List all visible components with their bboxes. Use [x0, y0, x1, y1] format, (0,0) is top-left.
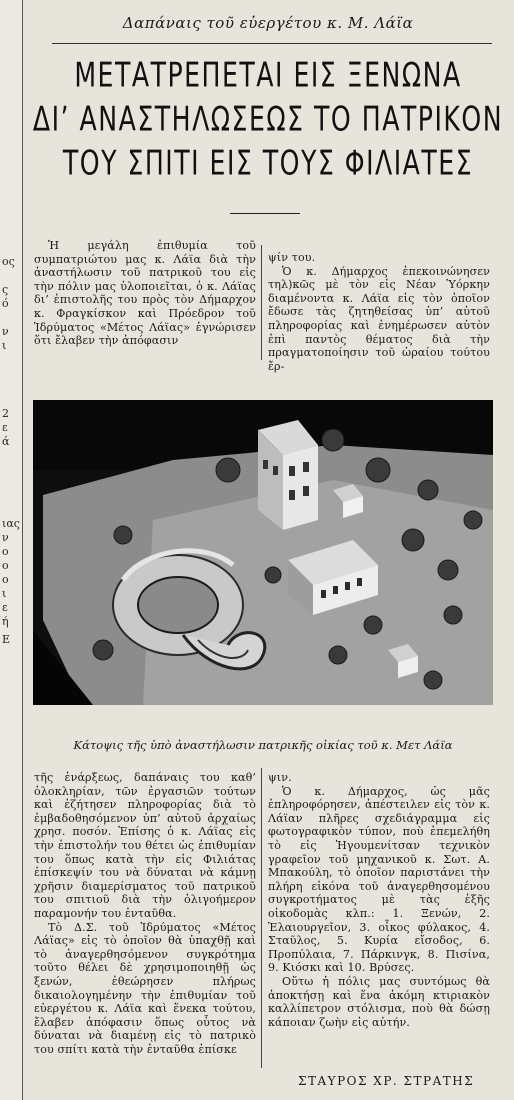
neighbor-fragment: ό — [2, 297, 9, 310]
article-paragraph: Τὸ Δ.Σ. τοῦ Ἱδρύματος «Μέτος Λάϊας» εἰς τὸ ὁποῖον θὰ ὑπαχθῇ καὶ τὸ ἀναγερθησόμενον συγκρότημα τοῦτο θέλει δὲ χρησιμοποιηθῇ ὡς ξενών, ἐθεώρησεν πλήρως δικαιολογημένην τὴν ἐπιθυμίαν τοῦ εὐεργέτου κ. Λάϊα καὶ ἕνεκα τούτου, ἔλαβεν ἀπόφασιν ὅπως οὗτος νὰ δύναται νὰ διαμένῃ εἰς τὸ πατρικὸ του σπίτι κατὰ τὴν ἐνταῦθα ἐπίσκε — [34, 920, 256, 1056]
article-paragraph: Οὕτω ἡ πόλις μας συντόμως θὰ ἀποκτήσῃ καὶ ἕνα ἀκόμη κτιριακὸν καλλίπετρον στόλισμα, ποὺ θὰ δώσῃ κάποιαν ζωὴν εἰς αὐτήν. — [268, 974, 490, 1029]
neighbor-fragment: 2 — [2, 407, 9, 420]
article-paragraph: ψιν. — [268, 771, 292, 784]
site-plan-photo — [33, 400, 493, 705]
headline-line-1: ΜΕΤΑΤΡΕΠΕΤΑΙ ΕΙΣ ΞΕΝΩΝΑ — [74, 55, 462, 96]
neighbor-fragment: ι — [2, 587, 7, 600]
article-column-4 — [268, 771, 490, 1029]
neighbor-fragment: ν — [2, 325, 9, 338]
neighbor-fragment: ο — [2, 573, 9, 586]
byline: ΣΤΑΥΡΟΣ ΧΡ. ΣΤΡΑΤΗΣ — [298, 1074, 475, 1088]
neighbor-fragment: ε — [2, 601, 8, 614]
neighbor-fragment: ο — [2, 545, 9, 558]
neighbor-fragment: ε — [2, 421, 8, 434]
article-paragraph: Ἡ μεγάλη ἐπιθυμία τοῦ συμπατριώτου μας κ. Λάϊα διὰ τὴν ἀναστήλωσιν τοῦ πατρικοῦ του εἰς τὴν πόλιν μας ὑλοποιεῖται, ὁ κ. Λάϊας δι’ ἐπιστολῆς του πρὸς τὸν Δήμαρχον κ. Φραγκίσκον καὶ Πρόεδρον τοῦ Ἱδρύματος «Μέτος Λάϊας» ἐγνώρισεν ὅτι ἔλαβεν τὴν ἀπόφασιν — [34, 239, 256, 348]
neighbor-fragment: ς — [2, 283, 9, 296]
neighbor-fragment: ι — [2, 339, 7, 352]
article-paragraph: ψίν του. — [268, 251, 316, 264]
neighbor-fragment: ν — [2, 531, 9, 544]
headline-rule — [230, 213, 300, 214]
headline-line-2: ΔΙ’ ΑΝΑΣΤΗΛΩΣΕΩΣ ΤΟ ΠΑΤΡΙΚΟΝ — [32, 99, 504, 140]
kicker: Δαπάναις τοῦ εὐεργέτου κ. Μ. Λάϊα — [122, 14, 414, 32]
neighbor-fragment: ή — [2, 615, 9, 628]
neighbor-fragment: Ε — [2, 633, 11, 646]
column-rule — [261, 245, 262, 360]
article-column-2 — [268, 251, 490, 373]
headline-line-3: ΤΟΥ ΣΠΙΤΙ ΕΙΣ ΤΟΥΣ ΦΙΛΙΑΤΕΣ — [62, 143, 474, 184]
neighbor-column-edge — [0, 0, 23, 1100]
article-paragraph: Ὁ κ. Δήμαρχος ἐπεκοινώνησεν τηλ)κῶς μὲ τὸν εἰς Νέαν Ὑόρκην διαμένοντα κ. Λάϊα εἰς τὸν ὁποῖον ἔδωσε τὰς ζητηθείσας ὑπ’ αὐτοῦ πληροφορίας καὶ ἐνημέρωσεν αὐτὸν ἐπὶ παντὸς θέματος διὰ τὴν πραγματοποίησιν τοῦ ὡραίου τούτου ἔρ- — [268, 264, 490, 373]
article-column-3 — [34, 771, 256, 1056]
article-paragraph: τῆς ἐνάρξεως, δαπάναις του καθ’ ὁλοκληρίαν, τῶν ἐργασιῶν τούτων καὶ ἐζήτησεν πληροφορίας διὰ τὸ ἐμβαδοθησόμενον ὑπ’ αὐτοῦ ἀρχαίως χρησ. ποσόν. Ἐπίσης ὁ κ. Λάϊας εἰς τὴν ἐπιστολήν του θέτει ὡς ἐπιθυμίαν του ὅπως κατὰ τὴν εἰς Φιλιάτας ἐπίσκεψίν του νὰ δύναται νὰ κάμνῃ χρῆσιν διαμερίσματος τοῦ πατρικοῦ του σπιτιοῦ διὰ τὴν ὀλιγοήμερον παραμονήν του ἐνταῦθα. — [34, 771, 256, 920]
neighbor-fragment: ο — [2, 559, 9, 572]
column-rule — [261, 768, 262, 1068]
neighbor-fragment: ος — [2, 255, 15, 268]
kicker-rule — [52, 43, 492, 44]
photo-caption: Κάτοψις τῆς ὑπὸ ἀναστήλωσιν πατρικῆς οἰκίας τοῦ κ. Μετ Λάϊα — [73, 738, 453, 752]
site-plan-image — [33, 400, 493, 705]
article-paragraph: Ὁ κ. Δήμαρχος, ὡς μᾶς ἐπληροφόρησεν, ἀπέστειλεν εἰς τὸν κ. Λάϊαν πλῆρες σχεδιάγραμμα εἰς φωτογραφικὸν τύπον, ποὺ ἐπεμελήθη τὸ εἰς Ἡγουμενίτσαν τεχνικὸν γραφεῖον τοῦ μηχανικοῦ κ. Σωτ. Α. Μπακούλη, τὸ ὁποῖον παριστάνει τὴν πλήρη εἰκόνα τοῦ ἀναγερθησομένου συγκροτήματος μὲ τὰς ἑξῆς οἰκοδομὰς κλπ.: 1. Ξενών, 2. Ἐλαιουργεῖον, 3. οἶκος φύλακος, 4. Σταῦλος, 5. Κυρία εἴσοδος, 6. Προπύλαια, 7. Πάρκινγκ, 8. Πισίνα, 9. Κιόσκι καὶ 10. Βρύσες. — [268, 784, 490, 975]
neighbor-fragment: ιας — [2, 517, 20, 530]
article-column-1 — [34, 239, 256, 348]
neighbor-fragment: ά — [2, 435, 10, 448]
